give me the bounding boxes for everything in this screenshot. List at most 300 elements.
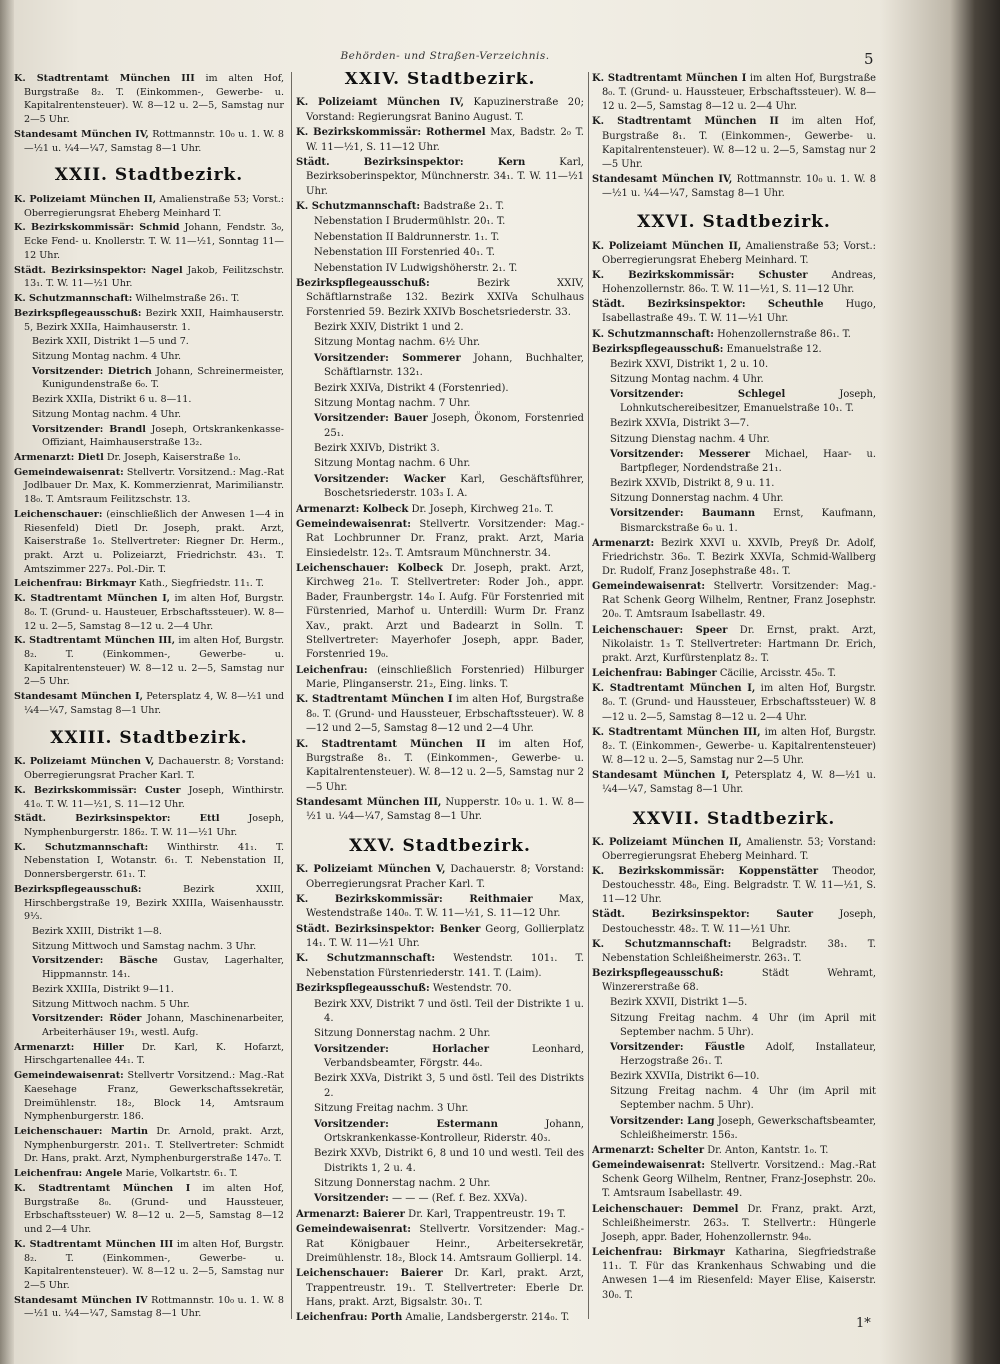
entry-text: im alten Hof, Burgstraße 8₀. T. (Grund- u. Haussteuer, Erbschaftssteuer). W. 8—12 u. 2—5, Samstag 8—12 u. 2—4 Uhr. (602, 73, 876, 113)
entry-label: Städt. Bezirksinspektor: Benker (296, 923, 481, 935)
directory-entry (296, 1192, 584, 1206)
directory-entry (296, 1177, 584, 1191)
entry-label: K. Stadtrentamt München I, (592, 683, 756, 695)
directory-entry (296, 664, 584, 693)
entry-text: (einschließlich der Anwesen 1—4 in Riesenfeld) Dietl Dr. Joseph, prakt. Arzt, Kaiserstraße 1₀. Stellvertreter: Riegner Dr. Herm., prakt. Arzt u. Polizeiarzt, Friedrichstr. 43₁. T. Amtszimmer 227₃. Pol.-Dir. T. (24, 508, 284, 575)
entry-label: K. Stadtrentamt München I (14, 1182, 191, 1194)
directory-entry (296, 796, 584, 825)
entry-text: Nebenstation IV Ludwigshöherstr. 2₁. T. (314, 262, 518, 274)
entry-text: — — — (Ref. f. Bez. XXVa). (392, 1193, 528, 1205)
entry-label: Leichenschauer: Baierer (296, 1268, 443, 1280)
directory-entry (14, 292, 284, 306)
district-heading: XXVII. Stadtbezirk. (632, 808, 836, 829)
district-heading: XXIV. Stadtbezirk. (344, 72, 536, 89)
entry-text: Hohenzollernstraße 86₁. T. (717, 328, 851, 340)
directory-entry (592, 908, 876, 936)
entry-text: Dr. Ernst, prakt. Arzt, Nikolaistr. 1₃ T. Stellvertreter: Hartmann Dr. Erich, prakt. Arzt, Kurfürstenplatz 8₂. T. (602, 624, 876, 664)
directory-entry (296, 277, 584, 320)
entry-text: im alten Hof, Burgstr. 8₀. T. (Grund- u. Hausteuer, Erbschaftssteuer). W. 8—12 u. 2—5, Samstag 8—12 u. 2—4 Uhr. (24, 593, 284, 632)
directory-entry (14, 128, 284, 155)
entry-text: Sitzung Montag nachm. 6½ Uhr. (314, 337, 481, 349)
directory-entry (592, 448, 876, 476)
entry-text: Amalienstr. 53; Vorstand: Oberregierungsrat Eheberg Meinhard. T. (602, 836, 876, 862)
entry-text: Amalienstraße 53; Vorst.: Oberregierungsrat Eheberg Meinhard T. (24, 194, 284, 219)
entry-text: Bezirk XXV, Distrikt 7 und östl. Teil der Distrikte 1 u. 4. (314, 998, 584, 1024)
entry-label: Armenarzt: Baierer (296, 1208, 405, 1220)
entry-text: Sitzung Mittwoch nachm. 5 Uhr. (32, 998, 190, 1010)
directory-entry (14, 508, 284, 577)
directory-entry (592, 1203, 876, 1245)
directory-entry (14, 1041, 284, 1068)
directory-entry (592, 343, 876, 357)
directory-entry (296, 1208, 584, 1222)
entry-text: Dachauerstr. 8; Vorstand: Oberregierungsrat Pracher Karl. T. (24, 756, 284, 782)
entry-text: Bezirk XXIV, Schäftlarnstraße 132. Bezirk XXIVa Schulhaus Forstenried 59. Bezirk XXIVb Boschetsriederstr. 33. (306, 277, 584, 318)
entry-label: Bezirkspflegeausschuß: (14, 883, 142, 895)
district-heading: XXII. Stadtbezirk. (54, 165, 244, 186)
entry-text: Nebenstation II Baldrunnerstr. 1₁. T. (314, 231, 500, 243)
directory-entry (592, 836, 876, 864)
entry-text: Dr. Anton, Kantstr. 1₀. T. (707, 1144, 829, 1156)
entry-text: Sitzung Montag nachm. 4 Uhr. (32, 408, 182, 420)
directory-entry (296, 1118, 584, 1147)
directory-entry (592, 769, 876, 797)
entry-text: im alten Hof, Burgstr. 8₂. T. (Einkommen-, Gewerbe- u. Kapitalrentensteuer) W. 8—12 u. 2—5, Samstag nur 2—5 Uhr. (24, 635, 284, 688)
directory-entry (14, 1125, 284, 1166)
directory-entry (592, 1070, 876, 1084)
entry-text: Dr. Joseph, Kirchweg 21₀. T. (411, 503, 554, 515)
entry-text: Adolf, Installateur, Herzogstraße 26₁. T. (620, 1041, 876, 1067)
entry-text: Leonhard, Verbandsbeamter, Förgstr. 44₀. (324, 1043, 584, 1069)
entry-text: Badstraße 2₁. T. (423, 201, 505, 212)
entry-label: K. Polizeiamt München II, (592, 240, 742, 252)
directory-entry (14, 755, 284, 782)
entry-label: K. Bezirkskommissär: Schuster (592, 269, 808, 281)
directory-entry (592, 477, 876, 491)
entry-label: Vorsitzender: Röder (32, 1013, 142, 1025)
entry-label: K. Bezirkskommissär: Koppenstätter (592, 865, 819, 877)
entry-text: Sitzung Freitag nachm. 4 Uhr (im April mit September nachm. 5 Uhr). (610, 1086, 876, 1112)
entry-label: K. Bezirkskommissär: Reithmaier (296, 893, 533, 905)
entry-text: Joseph, Winthirstr. 41₀. T. W. 11—½1, S. 11—12 Uhr. (24, 784, 284, 810)
directory-entry (592, 373, 876, 387)
directory-entry (592, 580, 876, 622)
entry-label: Bezirkspflegeausschuß: (296, 983, 430, 995)
entry-text: Bezirk XXVb, Distrikt 6, 8 und 10 und westl. Teil des Distrikts 1, 2 u. 4. (314, 1148, 584, 1174)
directory-entry (14, 1069, 284, 1124)
entry-label: Armenarzt: Hiller (14, 1041, 124, 1053)
entry-text: Bezirk XXIII, Distrikt 1—8. (32, 925, 162, 937)
directory-entry (592, 358, 876, 372)
directory-entry (592, 417, 876, 431)
entry-label: Standesamt München IV, (592, 174, 733, 186)
entry-text: Michael, Haar- u. Bartpfleger, Nordendstraße 21₁. (620, 448, 876, 474)
entry-text: Cäcilie, Arcisstr. 45₀. T. (719, 668, 837, 680)
entry-text: Emanuelstraße 12. (726, 343, 822, 355)
column-divider (291, 72, 292, 1319)
directory-entry (14, 72, 284, 127)
entry-text: im alten Hof, Burgstraße 8₀. (Grund- und Haussteuer, Erbschaftssteuer) W. 8—12 u. 2—5, Samstag 8—12 und 2—4 Uhr. (24, 1182, 284, 1236)
entry-label: K. Polizeiamt München II, (592, 836, 742, 848)
entry-text: Johann, Maschinenarbeiter, Arbeiterhäuser 19₁, westl. Aufg. (42, 1013, 284, 1038)
directory-entry (14, 925, 284, 939)
entry-text: Joseph, Lohnkutschereibesitzer, Emanuelstraße 10₁. T. (620, 389, 876, 415)
directory-entry (592, 269, 876, 297)
directory-entry (296, 156, 584, 199)
entry-text: Winthirstr. 41₁. T. Nebenstation I, Wotanstr. 6₁. T. Nebenstation II, Donnersbergerstr. 61₁. T. (24, 841, 284, 881)
directory-entry (296, 1311, 584, 1325)
entry-label: Leichenfrau: Birkmayr (14, 578, 136, 590)
entry-text: Dr. Franz, prakt. Arzt, Schleißheimerstr. 263₃. T. Stellvertr.: Hüngerle Joseph, appr. Bader, Hohenzollernstr. 94₀. (602, 1203, 876, 1243)
entry-label: Gemeindewaisenrat: (14, 466, 124, 478)
entry-label: K. Stadtrentamt München II (592, 116, 779, 128)
directory-entry (592, 388, 876, 416)
entry-text: Stellvertr. Vorsitzender: Mag.-Rat Königbauer Heinr., Arbeitersekretär, Dreimühlenstr. 18₂, Block 14. Amtsraum Gollierpl. 14. (306, 1224, 584, 1264)
entry-text: Dr. Karl, prakt. Arzt, Trappentreustr. 19₁. T. Stellvertreter: Eberle Dr. Hans, prakt. Arzt, Bigsalstr. 30₁. T. (306, 1268, 584, 1308)
directory-entry (296, 982, 584, 996)
directory-entry (296, 998, 584, 1027)
running-title: Behörden- und Straßen-Verzeichnis. (340, 50, 550, 62)
entry-label: Leichenfrau: Babinger (592, 668, 717, 680)
entry-text: Rottmannstr. 10₀ u. 1. W. 8—½1 u. ¼4—¼7, Samstag 8—1 Uhr. (24, 1294, 284, 1320)
directory-entry (296, 336, 584, 350)
entry-text: Karl, Bezirksoberinspektor, Münchnerstr. 34₁. T. W. 11—½1 Uhr. (306, 156, 584, 197)
directory-entry (592, 938, 876, 966)
entry-text: Kath., Siegfriedstr. 11₁. T. (138, 578, 264, 590)
directory-entry (296, 893, 584, 922)
entry-text: Sitzung Dienstag nachm. 4 Uhr. (610, 433, 770, 445)
entry-text: im alten Hof, Burgstr. 8₂. T. (Einkommen-, Gewerbe- u. Kapitalrentensteuer). W. 8—12 u. 2—5, Samstag nur 2—5 Uhr. (24, 1238, 284, 1291)
entry-label: Städt. Bezirksinspektor: Sauter (592, 909, 814, 921)
entry-text: Bezirk XXVI u. XXVIb, Preyß Dr. Adolf, Friedrichstr. 36₀. T. Bezirk XXVIa, Schmid-Wallberg Dr. Rudolf, Franz Josephstraße 48₁. T. (602, 537, 876, 577)
directory-entry (296, 952, 584, 981)
directory-entry (14, 983, 284, 997)
directory-entry (296, 1147, 584, 1176)
directory-entry (296, 231, 584, 245)
entry-text: Sitzung Freitag nachm. 3 Uhr. (314, 1103, 469, 1115)
entry-text: Sitzung Montag nachm. 6 Uhr. (314, 458, 471, 470)
entry-label: Standesamt München IV (14, 1294, 148, 1306)
entry-label: Gemeindewaisenrat: (14, 1070, 124, 1082)
directory-entry (296, 457, 584, 471)
entry-label: K. Bezirkskommissär: Rothermel (296, 127, 486, 139)
directory-entry (592, 240, 876, 268)
directory-entry (592, 298, 876, 326)
directory-entry (14, 1182, 284, 1237)
directory-entry (296, 96, 584, 125)
directory-entry (592, 72, 876, 114)
directory-entry (14, 784, 284, 811)
entry-label: Leichenfrau: Porth (296, 1312, 403, 1324)
directory-entry (14, 350, 284, 364)
entry-label: Städt. Bezirksinspektor: Nagel (14, 264, 183, 276)
directory-entry (592, 1159, 876, 1201)
entry-label: Leichenschauer: Martin (14, 1126, 148, 1138)
entry-label: Leichenfrau: Angele (14, 1168, 123, 1180)
entry-text: Stellvertr. Vorsitzend.: Mag.-Rat Schenk Georg Wilhelm, Rentner, Franz-Josephstr. 20₀. T. Amtsraum Isabellastr. 49. (602, 1160, 876, 1200)
entry-label: K. Bezirkskommissär: Schmid (14, 222, 180, 234)
entry-text: Johann, Schreinermeister, Kunigundenstraße 6₀. T. (42, 365, 284, 391)
entry-text: Bezirk XXII, Distrikt 1—5 und 7. (32, 336, 189, 348)
directory-entry (296, 442, 584, 456)
directory-entry (592, 996, 876, 1010)
directory-entry (296, 1267, 584, 1310)
entry-text: Bezirk XXIVb, Distrikt 3. (314, 443, 440, 454)
entry-label: Standesamt München I, (592, 770, 730, 782)
column-3 (592, 72, 876, 1334)
entry-text: Ernst, Kaufmann, Bismarckstraße 6₀ u. 1. (620, 508, 876, 534)
entry-label: K. Stadtrentamt München I (592, 73, 747, 84)
entry-text: Sitzung Freitag nachm. 4 Uhr (im April mit September nachm. 5 Uhr). (610, 1012, 876, 1038)
entry-label: Vorsitzender: (314, 1193, 389, 1205)
column-1 (14, 72, 284, 1334)
directory-entry (592, 1012, 876, 1040)
entry-label: K. Stadtrentamt München III, (592, 726, 761, 738)
entry-text: Sitzung Montag nachm. 4 Uhr. (610, 373, 764, 385)
directory-entry (14, 812, 284, 839)
entry-label: Vorsitzender: Baumann (610, 508, 756, 520)
entry-label: K. Bezirkskommissär: Custer (14, 784, 181, 796)
directory-entry (14, 393, 284, 407)
entry-label: K. Schutzmannschaft: (14, 293, 133, 305)
entry-text: Sitzung Montag nachm. 4 Uhr. (32, 350, 182, 362)
entry-text: Johann, Buchhalter, Schäftlarnstr. 132₁. (324, 352, 584, 379)
entry-label: Vorsitzender: Brandl (32, 423, 146, 435)
entry-label: Vorsitzender: Sommerer (314, 352, 461, 364)
entry-label: Leichenschauer: Speer (592, 624, 728, 636)
entry-label: K. Schutzmannschaft: (296, 953, 436, 965)
directory-entry (592, 1144, 876, 1158)
entry-text: Johann, Fendstr. 3₀, Ecke Fend- u. Knollerstr. T. W. 11—½1, Sonntag 11—12 Uhr. (24, 222, 284, 261)
directory-entry (592, 433, 876, 447)
directory-entry (592, 492, 876, 506)
entry-text: Sitzung Montag nachm. 7 Uhr. (314, 397, 471, 409)
directory-entry (14, 451, 284, 465)
directory-entry (592, 726, 876, 768)
entry-label: Vorsitzender: Wacker (314, 473, 446, 485)
district-heading: XXVI. Stadtbezirk. (637, 212, 831, 233)
entry-text: Petersplatz 4, W. 8—½1 u. ¼4—¼7, Samstag 8—1 Uhr. (602, 770, 876, 796)
directory-entry (592, 1041, 876, 1069)
directory-entry (296, 126, 584, 155)
directory-entry (14, 1012, 284, 1039)
entry-text: Bezirk XXVIa, Distrikt 3—7. (610, 418, 750, 430)
entry-text: Jakob, Feilitzschstr. 13₁. T. W. 11—½1 Uhr. (24, 264, 284, 290)
entry-label: Städt. Bezirksinspektor: Kern (296, 156, 526, 168)
entry-label: Vorsitzender: Estermann (314, 1118, 498, 1130)
entry-text: Joseph, Ortskrankenkasse-Offiziant, Haimhauserstraße 13₂. (42, 423, 284, 449)
entry-text: Nebenstation III Forstenried 40₁. T. (314, 247, 495, 259)
entry-text: Max, Badstr. 2₀ T. W. 11—½1, S. 11—12 Uhr. (306, 127, 584, 153)
signature-mark: 1* (856, 1316, 871, 1331)
entry-text: im alten Hof, Burgstr. 8₂. T. (Einkommen-, Gewerbe- u. Kapitalrentensteuer) W. 8—12 u. 2—5, Samstag nur 2—5 Uhr. (602, 726, 876, 767)
entry-text: Stellvertr. Vorsitzend.: Mag.-Rat Jodlbauer Dr. Max, K. Kommerzienrat, Marimilianstr. 18₀. T. Amtsraum Feilitzschstr. 13. (24, 466, 284, 506)
directory-entry (14, 690, 284, 717)
entry-label: K. Stadtrentamt München III, (14, 635, 176, 647)
directory-entry (592, 667, 876, 681)
directory-entry (14, 466, 284, 507)
entry-text: Bezirk XXIV, Distrikt 1 und 2. (314, 322, 464, 333)
directory-entry (14, 221, 284, 262)
column-2 (296, 72, 584, 1334)
directory-entry (296, 262, 584, 276)
directory-entry (592, 507, 876, 535)
entry-text: Westendstr. 101₁. T. Nebenstation Fürstenriederstr. 141. T. (Laim). (306, 953, 584, 979)
entry-label: Vorsitzender: Dietrich (32, 365, 152, 377)
directory-entry (592, 173, 876, 201)
entry-text: im alten Hof, Burgstraße 8₁. T. (Einkommen-, Gewerbe- u. Kapitalrentensteuer). W. 8—12 u. 2—5, Samstag nur 2—5 Uhr. (306, 738, 584, 793)
directory-entry (14, 998, 284, 1012)
directory-entry (14, 883, 284, 924)
entry-text: Bezirk XXVI, Distrikt 1, 2 u. 10. (610, 358, 769, 370)
directory-entry (14, 841, 284, 882)
directory-entry (14, 423, 284, 450)
directory-entry (592, 1115, 876, 1143)
entry-text: Dr. Karl, K. Hofarzt, Hirschgartenallee 44₁. T. (24, 1041, 284, 1067)
entry-text: Westendstr. 70. (432, 983, 512, 995)
column-divider (588, 72, 589, 1319)
directory-entry (592, 1085, 876, 1113)
entry-text: Rottmannstr. 10₀ u. 1. W. 8—½1 u. ¼4—¼7, Samstag 8—1 Uhr. (602, 174, 876, 200)
directory-entry (592, 682, 876, 724)
directory-entry (296, 397, 584, 411)
entry-text: im alten Hof, Burgstraße 8₁. T. (Einkommen-, Gewerbe- u. Kapitalrentensteuer). W. 8—12 u. 2—5, Samstag nur 2—5 Uhr. (602, 116, 876, 170)
entry-text: Dr. Joseph, prakt. Arzt, Kirchweg 21₀. T. Stellvertreter: Roder Joh., appr. Bader, Fraunbergstr. 14₀ I. Aufg. Für Forstenried mit Fürstenried, Marhof u. Unterdill: Wurm Dr. Franz Xav., prakt. Arzt und Badearzt in Solln. T. Stellvertreter: Mayerhofer Joseph, appr. Bader, Forstenried 19₀. (306, 563, 584, 661)
entry-text: Katharina, Siegfriedstraße 11₁. T. Für das Krankenhaus Schwabing und die Anwesen 1—4 im Riesenfeld: Mayer Elise, Kaiserstr. 30₀. T. (602, 1247, 876, 1301)
directory-entry (296, 215, 584, 229)
entry-text: Stellvertr. Vorsitzender: Mag.-Rat Schenk Georg Wilhelm, Rentner, Franz Josephstr. 20₀. T. Amtsraum Isabellastr. 49. (602, 581, 876, 621)
entry-label: K. Schutzmannschaft: (14, 841, 149, 853)
directory-entry (14, 634, 284, 689)
directory-entry (296, 246, 584, 260)
entry-label: Leichenschauer: Kolbeck (296, 563, 443, 574)
entry-text: Nupperstr. 10₀ u. 1. W. 8—½1 u. ¼4—¼7, Samstag 8—1 Uhr. (306, 797, 584, 823)
directory-entry (296, 1043, 584, 1072)
entry-text: Amalie, Landsbergerstr. 214₀. T. (405, 1312, 570, 1324)
entry-text: Bezirk XXVII, Distrikt 1—5. (610, 997, 748, 1009)
entry-text: Max, Westendstraße 140₀. T. W. 11—½1, S. 11—12 Uhr. (306, 893, 584, 920)
entry-label: Gemeindewaisenrat: (592, 581, 706, 593)
directory-entry (592, 967, 876, 995)
entry-label: Standesamt München IV, (14, 128, 149, 140)
entry-label: Städt. Bezirksinspektor: Ettl (14, 813, 220, 825)
entry-text: Joseph, Destouchesstr. 48₂. T. W. 11—½1 Uhr. (602, 909, 876, 935)
directory-entry (14, 577, 284, 591)
entry-text: Bezirk XXIII, Hirschbergstraße 19, Bezirk XXIIIa, Waisenhausstr. 9⅓. (24, 883, 284, 923)
entry-label: Vorsitzender: Messerer (610, 448, 751, 460)
directory-entry (592, 537, 876, 579)
directory-entry (14, 1294, 284, 1321)
entry-text: im alten Hof, Burgstraße 8₂. T. (Einkommen-, Gewerbe- u. Kapitalrentensteuer). W. 8—12 u. 2—5, Samstag nur 2—5 Uhr. (24, 73, 284, 126)
entry-label: Armenarzt: (592, 537, 655, 549)
entry-text: Dr. Arnold, prakt. Arzt, Nymphenburgerstr. 201₁. T. Stellvertreter: Schmidt Dr. Hans, prakt. Arzt, Nymphenburgerstraße 147₀. T. (24, 1126, 284, 1165)
directory-entry (14, 264, 284, 291)
entry-label: Bezirkspflegeausschuß: (296, 277, 430, 289)
entry-text: Joseph, Gewerkschaftsbeamter, Schleißheimerstr. 156₃. (620, 1115, 876, 1141)
entry-label: Leichenfrau: (296, 664, 368, 676)
entry-text: Sitzung Mittwoch und Samstag nachm. 3 Uhr. (32, 940, 257, 952)
entry-label: K. Schutzmannschaft: (296, 201, 421, 212)
entry-text: Petersplatz 4, W. 8—½1 und ¼4—¼7, Samstag 8—1 Uhr. (24, 691, 284, 716)
directory-entry (296, 321, 584, 335)
entry-label: Leichenfrau: Birkmayr (592, 1247, 725, 1259)
directory-entry (14, 954, 284, 981)
entry-text: Sitzung Donnerstag nachm. 4 Uhr. (610, 493, 784, 505)
entry-label: Leichenschauer: (14, 508, 103, 520)
entry-text: Dachauerstr. 8; Vorstand: Oberregierungsrat Pracher Karl. T. (306, 864, 584, 890)
directory-entry (296, 693, 584, 736)
entry-text: Bezirk XXVa, Distrikt 3, 5 und östl. Teil des Distrikts 2. (314, 1073, 584, 1099)
directory-entry (296, 562, 584, 663)
entry-text: Andreas, Hohenzollernstr. 86₀. T. W. 11—½1, S. 11—12 Uhr. (602, 269, 876, 296)
entry-text: Wilhelmstraße 26₁. T. (135, 293, 240, 305)
entry-text: Karl, Geschäftsführer, Boschetsriederstr. 103₃ I. A. (324, 473, 584, 500)
directory-entry (592, 1246, 876, 1303)
directory-entry (296, 200, 584, 214)
entry-text: Kapuzinerstraße 20; Vorstand: Regierungsrat Banino August. T. (306, 97, 584, 123)
directory-entry (592, 115, 876, 172)
entry-label: Bezirkspflegeausschuß: (592, 343, 724, 355)
entry-text: Sitzung Donnerstag nachm. 2 Uhr. (314, 1178, 491, 1189)
entry-label: Gemeindewaisenrat: (592, 1160, 706, 1172)
directory-entry (296, 518, 584, 561)
entry-label: Gemeindewaisenrat: (296, 518, 412, 530)
entry-label: Armenarzt: Schelter (592, 1144, 705, 1156)
directory-entry (296, 382, 584, 396)
entry-label: Standesamt München I, (14, 691, 143, 703)
entry-text: Bezirk XXIIIa, Distrikt 9—11. (32, 983, 174, 995)
entry-text: Marie, Volkartstr. 6₁. T. (125, 1168, 238, 1180)
entry-label: Vorsitzender: Fäustle (610, 1041, 745, 1053)
entry-text: Dr. Joseph, Kaiserstraße 1₀. (106, 451, 241, 463)
entry-text: Bezirk XXVIb, Distrikt 8, 9 u. 11. (610, 478, 775, 490)
directory-entry (14, 1238, 284, 1293)
district-heading: XXIII. Stadtbezirk. (50, 727, 248, 748)
entry-label: Vorsitzender: Horlacher (314, 1043, 489, 1055)
entry-text: Johann, Ortskrankenkasse-Kontrolleur, Riderstr. 40₃. (324, 1118, 584, 1144)
directory-entry (296, 1072, 584, 1101)
directory-entry (296, 503, 584, 517)
entry-text: Bezirk XXVIIa, Distrikt 6—10. (610, 1071, 760, 1083)
directory-entry (14, 193, 284, 220)
entry-label: K. Stadtrentamt München I, (14, 593, 171, 605)
entry-text: Theodor, Destouchesstr. 48₀, Eing. Belgradstr. T. W. 11—½1, S. 11—12 Uhr. (602, 865, 876, 906)
entry-label: Städt. Bezirksinspektor: Scheuthle (592, 299, 824, 311)
directory-entry (296, 352, 584, 381)
entry-label: Vorsitzender: Bauer (314, 413, 428, 425)
entry-text: Stellvertr. Vorsitzender: Mag.-Rat Lochbrunner Dr. Franz, prakt. Arzt, Maria Einsiedelstr. 12₃. T. Amtsraum Münchnerstr. 34. (306, 518, 584, 559)
directory-entry (592, 328, 876, 342)
gutter-shadow (0, 0, 14, 1364)
entry-text: Rottmannstr. 10₀ u. 1. W. 8—½1 u. ¼4—¼7, Samstag 8—1 Uhr. (24, 128, 284, 154)
entry-text: Amalienstraße 53; Vorst.: Oberregierungsrat Eheberg Meinhard. T. (602, 240, 876, 266)
entry-text: (einschließlich Forstenried) Hilburger Marie, Plinganserstr. 21₂, Eing. links. T. (306, 664, 584, 690)
directory-entry (14, 408, 284, 422)
entry-text: Gustav, Lagerhalter, Hippmannstr. 14₁. (42, 955, 284, 981)
entry-label: Gemeindewaisenrat: (296, 1224, 412, 1236)
directory-entry (296, 412, 584, 441)
entry-label: K. Polizeiamt München V, (14, 756, 155, 768)
entry-label: K. Stadtrentamt München I (296, 694, 453, 706)
directory-entry (296, 1223, 584, 1266)
entry-label: Armenarzt: Kolbeck (296, 503, 409, 515)
entry-label: K. Polizeiamt München II, (14, 194, 157, 206)
entry-text: Bezirk XXIIa, Distrikt 6 u. 8—11. (32, 394, 192, 406)
directory-entry (14, 1167, 284, 1181)
directory-entry (592, 865, 876, 907)
entry-text: Städt Wehramt, Winzererstraße 68. (602, 968, 876, 994)
directory-entry (296, 738, 584, 796)
